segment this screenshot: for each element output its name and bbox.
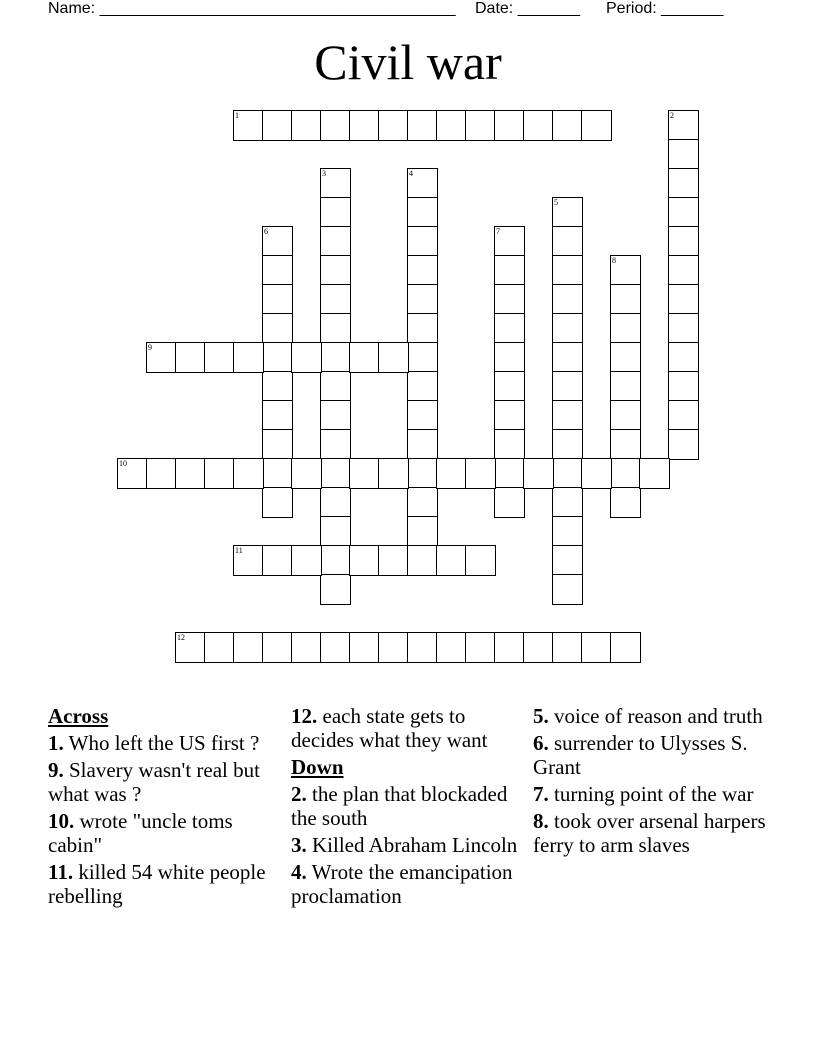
crossword-cell[interactable] <box>407 429 438 460</box>
clue-number: 7. <box>533 782 549 806</box>
crossword-cell[interactable] <box>552 110 583 141</box>
clues-column-1 <box>48 704 283 911</box>
crossword-cell[interactable] <box>465 110 496 141</box>
clue-number-label: 5 <box>554 198 558 207</box>
crossword-cell[interactable] <box>610 284 641 315</box>
crossword-cell[interactable] <box>407 110 438 141</box>
clue-down-2 <box>291 782 526 830</box>
crossword-cell[interactable] <box>349 545 380 576</box>
crossword-cell[interactable] <box>407 371 438 402</box>
clue-text: the plan that blockaded the south <box>291 782 508 830</box>
clue-number-label: 9 <box>148 343 152 352</box>
clue-text: Who left the US first ? <box>68 731 260 755</box>
clue-number-label: 8 <box>612 256 616 265</box>
clue-down-6 <box>533 731 768 779</box>
crossword-cell[interactable] <box>494 313 525 344</box>
crossword-cell[interactable] <box>552 458 583 489</box>
crossword-cell[interactable] <box>349 110 380 141</box>
clue-text: surrender to Ulysses S. Grant <box>533 731 748 779</box>
crossword-cell[interactable] <box>291 110 322 141</box>
clue-number: 10. <box>48 809 75 833</box>
clue-number-label: 1 <box>235 111 239 120</box>
crossword-cell[interactable] <box>291 632 322 663</box>
crossword-cell[interactable] <box>552 313 583 344</box>
clue-number: 12. <box>291 704 318 728</box>
crossword-cell[interactable] <box>494 284 525 315</box>
crossword-cell[interactable] <box>552 342 583 373</box>
crossword-cell[interactable] <box>204 458 235 489</box>
crossword-cell[interactable] <box>523 632 554 663</box>
name-field-label: Name: ________________________________________ <box>48 0 456 17</box>
crossword-cell[interactable] <box>581 110 612 141</box>
clue-number: 11. <box>48 860 74 884</box>
clue-down-7 <box>533 782 768 806</box>
clue-text: each state gets to decides what they want <box>291 704 488 752</box>
clue-down-4 <box>291 860 526 908</box>
crossword-cell[interactable] <box>668 139 699 170</box>
crossword-cell[interactable] <box>668 400 699 431</box>
crossword-cell[interactable] <box>552 545 583 576</box>
crossword-cell[interactable] <box>378 342 409 373</box>
crossword-cell[interactable] <box>436 545 467 576</box>
date-field-label: Date: _______ <box>475 0 580 17</box>
crossword-cell[interactable] <box>262 371 293 402</box>
crossword-cell[interactable] <box>262 284 293 315</box>
crossword-cell[interactable] <box>175 458 206 489</box>
crossword-cell[interactable] <box>494 371 525 402</box>
crossword-cell[interactable] <box>494 487 525 518</box>
crossword-cell[interactable] <box>146 458 177 489</box>
crossword-cell[interactable] <box>349 458 380 489</box>
clue-number: 1. <box>48 731 64 755</box>
clue-number-label: 11 <box>235 546 243 555</box>
crossword-cell[interactable] <box>233 458 264 489</box>
crossword-cell[interactable] <box>378 545 409 576</box>
clue-text: took over arsenal harpers ferry to arm slaves <box>533 809 766 857</box>
crossword-cell[interactable] <box>262 545 293 576</box>
clue-number-label: 7 <box>496 227 500 236</box>
clue-number-label: 10 <box>119 459 127 468</box>
down-heading: Down <box>291 755 344 779</box>
clue-text: wrote "uncle toms cabin" <box>48 809 233 857</box>
crossword-cell[interactable] <box>233 632 264 663</box>
page-title: Civil war <box>314 34 502 90</box>
crossword-cell[interactable] <box>320 313 351 344</box>
crossword-cell[interactable] <box>407 400 438 431</box>
crossword-cell[interactable] <box>552 371 583 402</box>
crossword-cell[interactable] <box>494 400 525 431</box>
crossword-cell[interactable] <box>610 313 641 344</box>
crossword-cell[interactable] <box>494 110 525 141</box>
crossword-cell[interactable] <box>407 487 438 518</box>
crossword-cell[interactable] <box>320 226 351 257</box>
clue-number: 8. <box>533 809 549 833</box>
crossword-cell[interactable] <box>320 574 351 605</box>
clue-text: killed 54 white people rebelling <box>48 860 266 908</box>
crossword-cell[interactable] <box>291 545 322 576</box>
crossword-cell[interactable] <box>668 226 699 257</box>
crossword-cell[interactable] <box>320 371 351 402</box>
crossword-cell[interactable] <box>320 342 351 373</box>
clue-text: Killed Abraham Lincoln <box>312 833 518 857</box>
clue-across-11 <box>48 860 283 908</box>
crossword-cell[interactable] <box>552 284 583 315</box>
crossword-cell[interactable] <box>610 342 641 373</box>
crossword-cell[interactable] <box>407 255 438 286</box>
crossword-cell[interactable] <box>639 458 670 489</box>
clue-number-label: 2 <box>670 111 674 120</box>
crossword-cell[interactable] <box>610 458 641 489</box>
clues-column-3 <box>533 704 768 860</box>
crossword-cell[interactable] <box>407 632 438 663</box>
crossword-cell[interactable] <box>262 400 293 431</box>
crossword-cell[interactable] <box>552 632 583 663</box>
crossword-cell[interactable] <box>320 197 351 228</box>
crossword-cell[interactable] <box>668 197 699 228</box>
crossword-cell[interactable] <box>668 168 699 199</box>
clue-text: turning point of the war <box>554 782 754 806</box>
clues-column-2 <box>291 704 526 911</box>
crossword-cell[interactable] <box>291 458 322 489</box>
crossword-cell[interactable] <box>262 255 293 286</box>
crossword-cell[interactable] <box>349 632 380 663</box>
clue-across-10 <box>48 809 283 857</box>
crossword-cell[interactable] <box>320 255 351 286</box>
crossword-cell[interactable] <box>349 342 380 373</box>
clue-text: Wrote the emancipation proclamation <box>291 860 513 908</box>
clue-number-label: 3 <box>322 169 326 178</box>
crossword-cell[interactable] <box>668 255 699 286</box>
clue-down-3 <box>291 833 526 857</box>
crossword-cell[interactable] <box>320 284 351 315</box>
clue-number-label: 4 <box>409 169 413 178</box>
crossword-cell[interactable] <box>262 313 293 344</box>
crossword-cell[interactable] <box>407 226 438 257</box>
clue-number: 5. <box>533 704 549 728</box>
crossword-cell[interactable] <box>436 632 467 663</box>
clue-number: 2. <box>291 782 307 806</box>
clue-across-9 <box>48 758 283 806</box>
clue-text: Slavery wasn't real but what was ? <box>48 758 260 806</box>
crossword-cell[interactable] <box>668 429 699 460</box>
crossword-cell[interactable] <box>378 458 409 489</box>
clue-number-label: 6 <box>264 227 268 236</box>
crossword-cell[interactable] <box>494 458 525 489</box>
crossword-cell[interactable] <box>552 429 583 460</box>
crossword-cell[interactable] <box>407 516 438 547</box>
clue-number-label: 12 <box>177 633 185 642</box>
crossword-cell[interactable] <box>262 487 293 518</box>
crossword-cell[interactable] <box>610 400 641 431</box>
crossword-cell[interactable] <box>407 458 438 489</box>
crossword-cell[interactable] <box>378 632 409 663</box>
crossword-cell[interactable] <box>552 574 583 605</box>
clue-number: 9. <box>48 758 64 782</box>
crossword-cell[interactable] <box>610 371 641 402</box>
crossword-cell[interactable] <box>610 632 641 663</box>
crossword-cell[interactable] <box>175 342 206 373</box>
clue-across-12 <box>291 704 526 752</box>
crossword-cell[interactable] <box>668 371 699 402</box>
clue-across-1 <box>48 731 283 755</box>
crossword-cell[interactable] <box>581 632 612 663</box>
crossword-cell[interactable] <box>320 487 351 518</box>
crossword-cell[interactable] <box>552 487 583 518</box>
crossword-cell[interactable] <box>552 400 583 431</box>
crossword-cell[interactable] <box>407 545 438 576</box>
clue-down-8 <box>533 809 768 857</box>
crossword-cell[interactable] <box>494 255 525 286</box>
crossword-cell[interactable] <box>581 458 612 489</box>
crossword-cell[interactable] <box>552 255 583 286</box>
clue-number: 4. <box>291 860 307 884</box>
clue-number: 3. <box>291 833 307 857</box>
crossword-cell[interactable] <box>407 342 438 373</box>
crossword-cell[interactable] <box>320 458 351 489</box>
crossword-cell[interactable] <box>436 458 467 489</box>
clue-down-5 <box>533 704 768 728</box>
crossword-cell[interactable] <box>320 516 351 547</box>
crossword-cell[interactable] <box>233 342 264 373</box>
crossword-cell[interactable] <box>320 632 351 663</box>
crossword-cell[interactable] <box>262 342 293 373</box>
crossword-cell[interactable] <box>668 342 699 373</box>
crossword-cell[interactable] <box>494 342 525 373</box>
crossword-cell[interactable] <box>320 110 351 141</box>
crossword-cell[interactable] <box>407 197 438 228</box>
crossword-cell[interactable] <box>320 545 351 576</box>
crossword-cell[interactable] <box>320 429 351 460</box>
crossword-cell[interactable] <box>610 429 641 460</box>
crossword-cell[interactable] <box>552 226 583 257</box>
crossword-cell[interactable] <box>204 632 235 663</box>
crossword-cell[interactable] <box>552 516 583 547</box>
crossword-cell[interactable] <box>262 632 293 663</box>
crossword-cell[interactable] <box>262 110 293 141</box>
period-field-label: Period: _______ <box>606 0 724 17</box>
crossword-cell[interactable] <box>378 110 409 141</box>
crossword-cell[interactable] <box>262 458 293 489</box>
crossword-cell[interactable] <box>494 632 525 663</box>
crossword-cell[interactable] <box>494 429 525 460</box>
crossword-cell[interactable] <box>465 632 496 663</box>
clue-text: voice of reason and truth <box>554 704 763 728</box>
crossword-cell[interactable] <box>436 110 467 141</box>
crossword-cell[interactable] <box>523 458 554 489</box>
crossword-cell[interactable] <box>407 313 438 344</box>
crossword-cell[interactable] <box>320 400 351 431</box>
crossword-cell[interactable] <box>523 110 554 141</box>
crossword-cell[interactable] <box>668 313 699 344</box>
crossword-cell[interactable] <box>204 342 235 373</box>
crossword-cell[interactable] <box>668 284 699 315</box>
across-heading: Across <box>48 704 109 728</box>
crossword-cell[interactable] <box>262 429 293 460</box>
crossword-cell[interactable] <box>465 458 496 489</box>
crossword-cell[interactable] <box>291 342 322 373</box>
clue-number: 6. <box>533 731 549 755</box>
crossword-cell[interactable] <box>465 545 496 576</box>
crossword-cell[interactable] <box>610 487 641 518</box>
crossword-cell[interactable] <box>407 284 438 315</box>
